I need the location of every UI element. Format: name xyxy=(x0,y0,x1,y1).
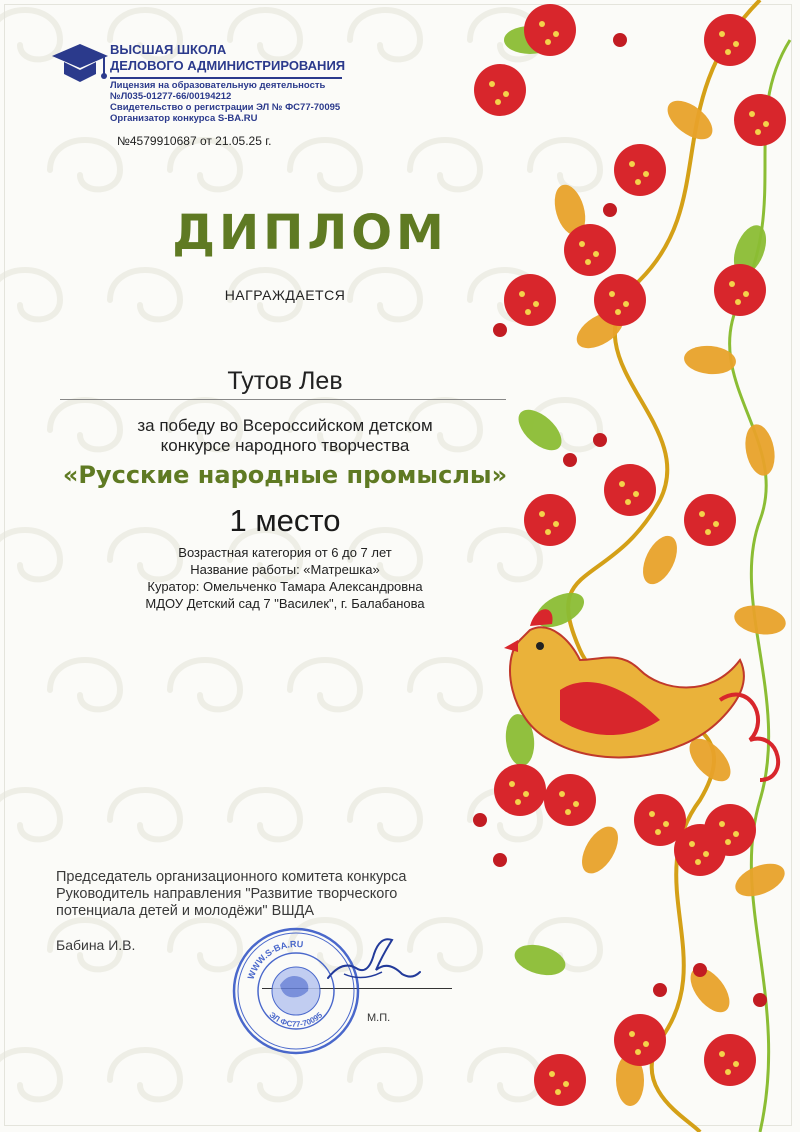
registration-text: Свидетельство о регистрации ЭЛ № ФС77-70095 xyxy=(110,102,341,113)
bird-beak xyxy=(504,640,518,652)
reason-line1: за победу во Всероссийском детском xyxy=(137,416,433,435)
strawberry-seed xyxy=(515,799,521,805)
strawberry-seed xyxy=(689,841,695,847)
signer-position-line1: Председатель организационного комитета конкурса xyxy=(56,869,407,885)
berry-icon xyxy=(493,323,507,337)
strawberry-icon xyxy=(704,1034,756,1086)
signer-position-line2: Руководитель направления "Развитие творческого xyxy=(56,886,398,902)
strawberry-seed xyxy=(655,829,661,835)
leaf-icon xyxy=(683,961,737,1019)
khokhloma-ornament xyxy=(460,0,800,1132)
strawberry-seed xyxy=(519,291,525,297)
strawberry-icon xyxy=(614,144,666,196)
strawberry-seed xyxy=(549,1071,555,1077)
strawberry-seed xyxy=(755,129,761,135)
leaf-icon xyxy=(575,821,626,880)
strawberry-seed xyxy=(579,241,585,247)
leaf-icon xyxy=(741,422,778,478)
strawberry-seed xyxy=(563,1081,569,1087)
strawberry-seed xyxy=(585,259,591,265)
berry-icon xyxy=(653,983,667,997)
berry-icon xyxy=(753,993,767,1007)
strawberry-seed xyxy=(713,521,719,527)
strawberry-seed xyxy=(553,521,559,527)
strawberry-icon xyxy=(714,264,766,316)
curator: Куратор: Омельченко Тамара Александровна xyxy=(147,579,423,594)
strawberry-seed xyxy=(649,811,655,817)
stamp-url: WWW.S-BA.RU xyxy=(245,938,304,981)
strawberry-seed xyxy=(523,791,529,797)
ornament-vine xyxy=(730,40,790,1132)
handwritten-signature xyxy=(322,930,422,990)
org-name-line1: ВЫСШАЯ ШКОЛА xyxy=(110,42,227,57)
strawberry-seed xyxy=(703,851,709,857)
strawberry-seed xyxy=(533,301,539,307)
work-title: Название работы: «Матрешка» xyxy=(190,562,380,577)
document-number: №4579910687 от 21.05.25 г. xyxy=(117,134,272,148)
leaf-icon xyxy=(511,940,568,981)
strawberry-seed xyxy=(635,1049,641,1055)
award-label: НАГРАЖДАЕТСЯ xyxy=(224,287,346,303)
strawberry-seed xyxy=(489,81,495,87)
strawberry-seed xyxy=(733,831,739,837)
strawberry-seed xyxy=(763,121,769,127)
berry-icon xyxy=(493,853,507,867)
strawberry-seed xyxy=(553,31,559,37)
org-name-line2: ДЕЛОВОГО АДМИНИСТРИРОВАНИЯ xyxy=(110,58,346,73)
leaf-icon xyxy=(661,93,719,147)
strawberry-seed xyxy=(525,309,531,315)
contest-name: «Русские народные промыслы» xyxy=(62,461,508,489)
berry-icon xyxy=(593,433,607,447)
strawberry-seed xyxy=(573,801,579,807)
strawberry-icon xyxy=(594,274,646,326)
strawberry-seed xyxy=(545,529,551,535)
strawberry-seed xyxy=(733,41,739,47)
strawberry-icon xyxy=(504,274,556,326)
leaf-icon xyxy=(732,602,788,639)
strawberry-icon xyxy=(674,824,726,876)
berry-icon xyxy=(613,33,627,47)
strawberry-seed xyxy=(725,1069,731,1075)
strawberry-seed xyxy=(743,291,749,297)
strawberry-seed xyxy=(719,1051,725,1057)
berry-icon xyxy=(693,963,707,977)
strawberry-seed xyxy=(623,301,629,307)
strawberry-seed xyxy=(719,31,725,37)
strawberry-seed xyxy=(593,251,599,257)
strawberry-seed xyxy=(749,111,755,117)
strawberry-icon xyxy=(474,64,526,116)
award-reason xyxy=(40,416,530,456)
bird-crest xyxy=(530,609,553,626)
strawberry-seed xyxy=(725,839,731,845)
strawberry-icon xyxy=(544,774,596,826)
strawberry-seed xyxy=(555,1089,561,1095)
organizer-text: Организатор конкурса S-BA.RU xyxy=(110,113,258,124)
strawberry-seed xyxy=(635,179,641,185)
leaf-icon xyxy=(636,530,684,589)
signer-position xyxy=(56,869,406,920)
recipient-underline xyxy=(60,399,506,400)
strawberry-seed xyxy=(729,281,735,287)
strawberry-icon xyxy=(524,4,576,56)
stamp-reg: ЭЛ ФС77-70095 xyxy=(267,1010,325,1029)
strawberry-seed xyxy=(495,99,501,105)
strawberry-icon xyxy=(704,14,756,66)
strawberry-seed xyxy=(615,309,621,315)
signer-name: Бабина И.В. xyxy=(56,937,136,953)
signer-position-line3: потенциала детей и молодёжи" ВШДА xyxy=(56,903,315,919)
strawberry-seed xyxy=(733,1061,739,1067)
reason-line2: конкурсе народного творчества xyxy=(160,436,410,455)
strawberry-seed xyxy=(699,511,705,517)
seal-label: М.П. xyxy=(367,1012,391,1024)
strawberry-seed xyxy=(539,511,545,517)
license-text: Лицензия на образовательную деятельность xyxy=(110,80,326,91)
diploma-title: ДИПЛОМ xyxy=(172,205,448,261)
school: МДОУ Детский сад 7 "Василек", г. Балабанова xyxy=(145,596,425,611)
strawberry-icon xyxy=(734,94,786,146)
license-number: №Л035-01277-66/00194212 xyxy=(110,91,232,102)
leaf-icon xyxy=(511,402,568,458)
org-info xyxy=(110,80,340,124)
strawberry-seed xyxy=(625,499,631,505)
strawberry-icon xyxy=(684,494,736,546)
work-details xyxy=(80,544,490,612)
strawberry-seed xyxy=(539,21,545,27)
strawberry-icon xyxy=(604,464,656,516)
berry-icon xyxy=(473,813,487,827)
strawberry-seed xyxy=(695,859,701,865)
place-result: 1 место xyxy=(229,503,341,538)
strawberry-seed xyxy=(633,491,639,497)
strawberry-seed xyxy=(509,781,515,787)
graduation-cap-icon xyxy=(48,40,112,88)
leaf-icon xyxy=(731,857,790,902)
strawberry-icon xyxy=(524,494,576,546)
strawberry-seed xyxy=(629,161,635,167)
strawberry-seed xyxy=(705,529,711,535)
org-divider xyxy=(110,77,342,79)
strawberry-seed xyxy=(725,49,731,55)
bird-eye xyxy=(536,642,544,650)
berry-icon xyxy=(563,453,577,467)
recipient-name: Тутов Лев xyxy=(227,367,343,395)
strawberry-seed xyxy=(719,821,725,827)
strawberry-seed xyxy=(629,1031,635,1037)
strawberry-seed xyxy=(643,171,649,177)
strawberry-seed xyxy=(663,821,669,827)
strawberry-seed xyxy=(735,299,741,305)
strawberry-icon xyxy=(564,224,616,276)
strawberry-seed xyxy=(619,481,625,487)
strawberry-seed xyxy=(559,791,565,797)
strawberry-icon xyxy=(494,764,546,816)
org-name xyxy=(110,42,345,74)
strawberry-seed xyxy=(545,39,551,45)
strawberry-seed xyxy=(609,291,615,297)
strawberry-seed xyxy=(565,809,571,815)
age-category: Возрастная категория от 6 до 7 лет xyxy=(178,545,392,560)
berry-icon xyxy=(603,203,617,217)
strawberry-icon xyxy=(534,1054,586,1106)
strawberry-icon xyxy=(614,1014,666,1066)
strawberry-seed xyxy=(643,1041,649,1047)
strawberry-seed xyxy=(503,91,509,97)
